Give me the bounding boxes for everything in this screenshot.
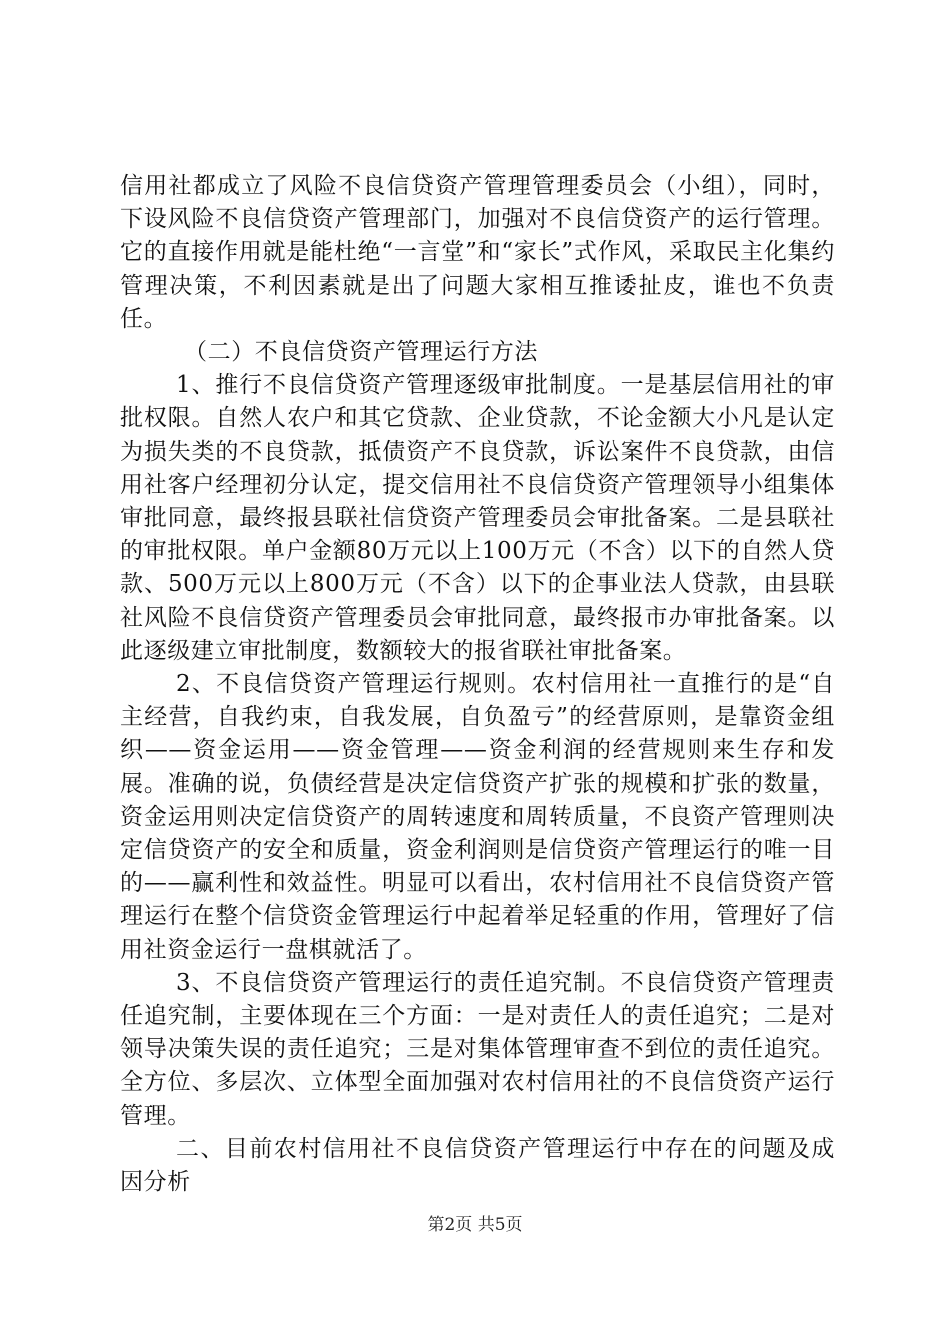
- page-number-footer: 第2页 共5页: [427, 1215, 523, 1235]
- section-heading-methods: （二）不良信贷资产管理运行方法: [184, 339, 538, 366]
- document-body: [120, 170, 835, 1199]
- paragraph-accountability: 3、不良信贷资产管理运行的责任追究制。不良信贷资产管理责任追究制，主要体现在三个方面：一是对责任人的责任追究；二是对领导决策失误的责任追究；三是对集体管理审查不到位的责任追究。全方位、多层次、立体型全面加强对农村信用社的不良信贷资产运行管理。: [120, 969, 835, 1129]
- section-heading-problems: 二、目前农村信用社不良信贷资产管理运行中存在的问题及成因分析: [120, 1135, 835, 1196]
- paragraph-operating-rules: 2、不良信贷资产管理运行规则。农村信用社一直推行的是“自主经营，自我约束，自我发展，自负盈亏”的经营原则，是靠资金组织——资金运用——资金管理——资金利润的经营规则来生存和发展。准确的说，负债经营是决定信贷资产扩张的规模和扩张的数量，资金运用则决定信贷资产的周转速度和周转质量，不良资产管理则决定信贷资产的安全和质量，资金利润则是信贷资产管理运行的唯一目的——赢利性和效益性。明显可以看出，农村信用社不良信贷资产管理运行在整个信贷资金管理运行中起着举足轻重的作用，管理好了信用社资金运行一盘棋就活了。: [120, 671, 835, 963]
- paragraph-approval-system: 1、推行不良信贷资产管理逐级审批制度。一是基层信用社的审批权限。自然人农户和其它贷款、企业贷款，不论金额大小凡是认定为损失类的不良贷款，抵债资产不良贷款，诉讼案件不良贷款，由信用社客户经理初分认定，提交信用社不良信贷资产管理领导小组集体审批同意，最终报县联社信贷资产管理委员会审批备案。二是县联社的审批权限。单户金额80万元以上100万元（不含）以下的自然人贷款、500万元以上800万元（不含）以下的企事业法人贷款，由县联社风险不良信贷资产管理委员会审批同意，最终报市办审批备案。以此逐级建立审批制度，数额较大的报省联社审批备案。: [120, 372, 835, 664]
- paragraph-continuation: 信用社都成立了风险不良信贷资产管理管理委员会（小组），同时，下设风险不良信贷资产管理部门，加强对不良信贷资产的运行管理。它的直接作用就是能杜绝“一言堂”和“家长”式作风，采取民主化集约管理决策，不利因素就是出了问题大家相互推诿扯皮，谁也不负责任。: [120, 173, 835, 332]
